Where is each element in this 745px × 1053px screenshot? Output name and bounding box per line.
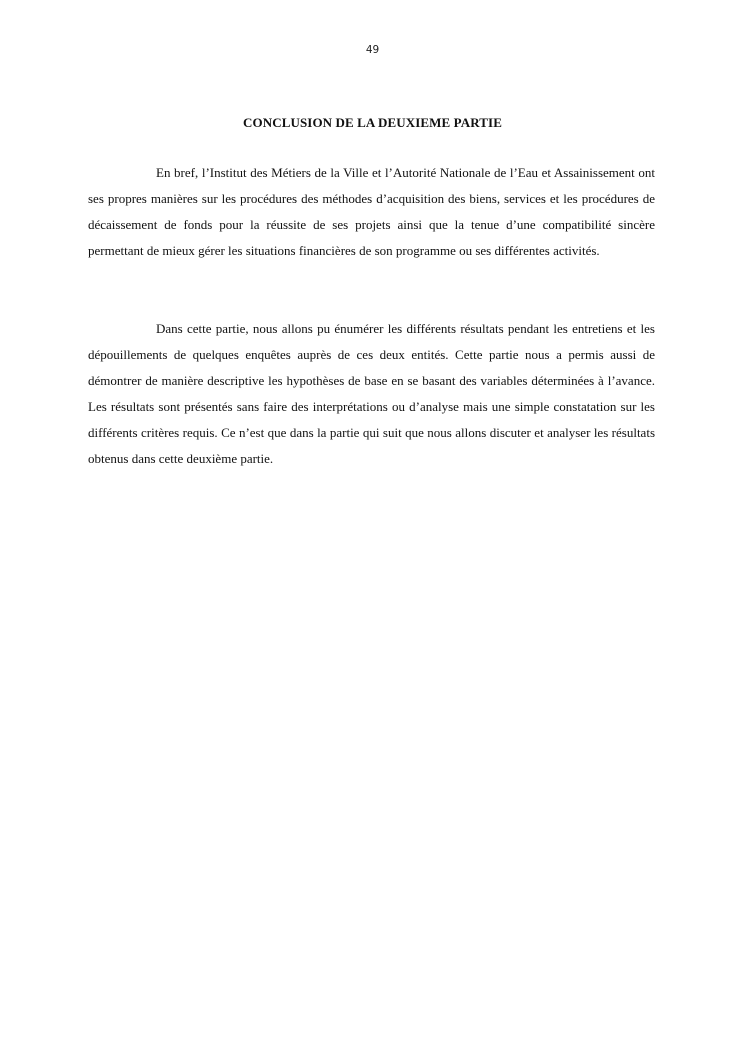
paragraph-2: Dans cette partie, nous allons pu énumérer les différents résultats pendant les entretiens et les dépouillements de quelques enquêtes auprès de ces deux entités. Cette partie nous a permis aussi de démontrer de manière descriptive les hypothèses de base en se basant des variables déterminées à l’avance. Les résultats sont présentés sans faire des interprétations ou d’analyse mais une simple constatation sur les différents critères requis. Ce n’est que dans la partie qui suit que nous allons discuter et analyser les résultats obtenus dans cette deuxième partie. [88, 321, 655, 466]
paragraph-1: En bref, l’Institut des Métiers de la Ville et l’Autorité Nationale de l’Eau et Assainissement ont ses propres manières sur les procédures des méthodes d’acquisition des biens, services et les procédures de décaissement de fonds pour la réussite de ses projets ainsi que la tenue d’une compatibilité sincère permettant de mieux gérer les situations financières de son programme ou ses différentes activités. [88, 165, 655, 258]
page-number: 49 [365, 44, 380, 56]
section-title: CONCLUSION DE LA DEUXIEME PARTIE [243, 115, 502, 130]
